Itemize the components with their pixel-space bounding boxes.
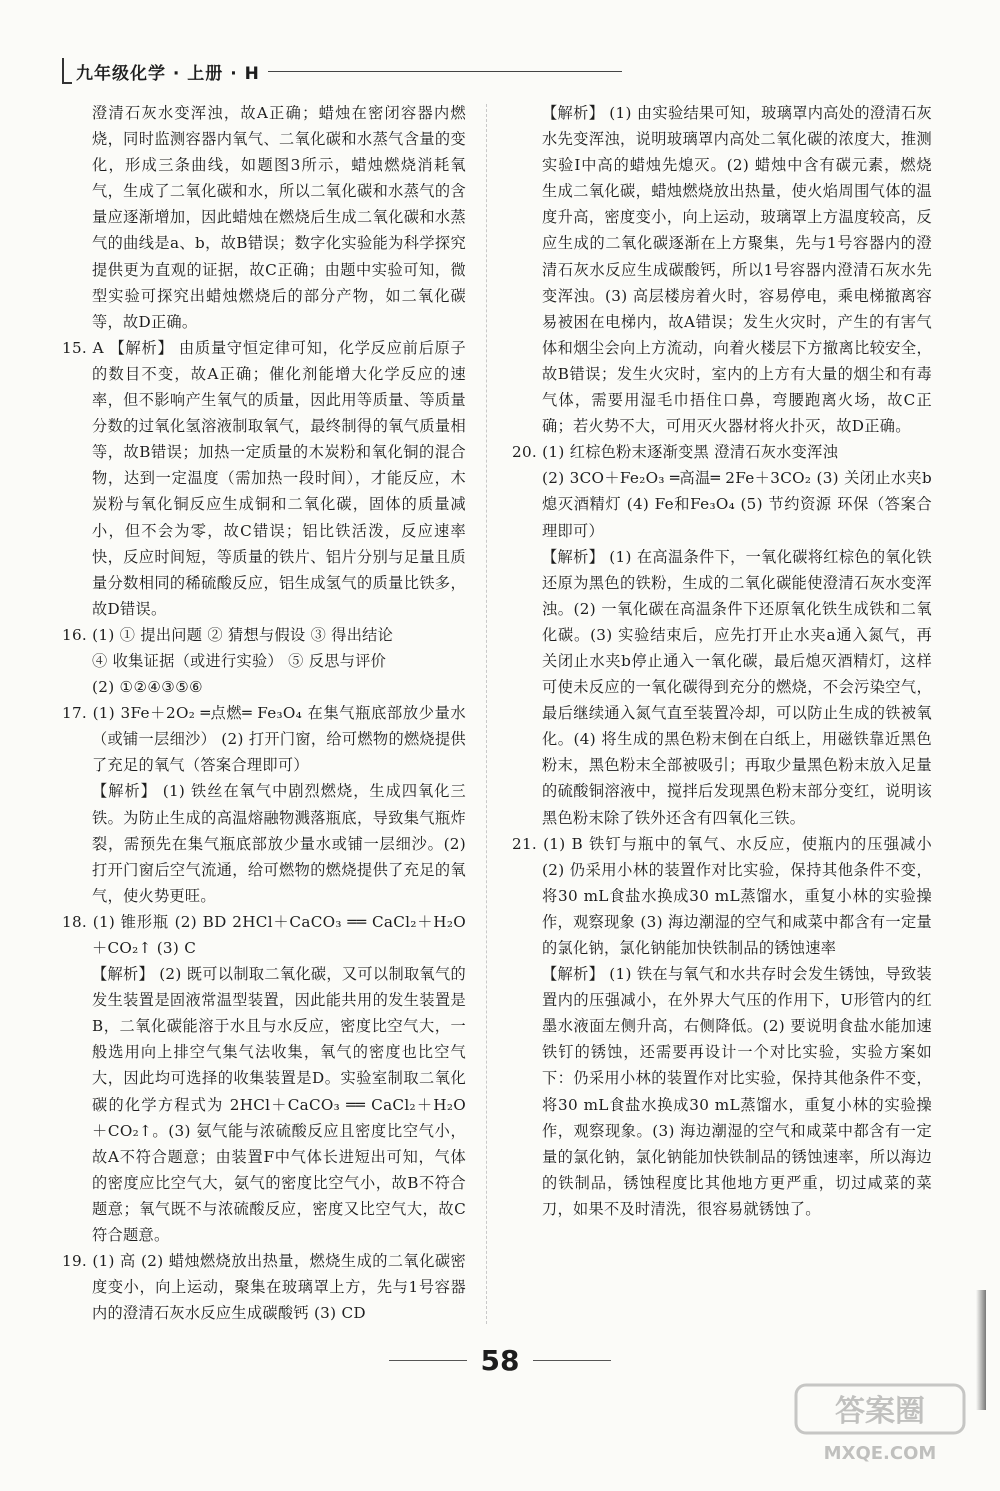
watermark-url: MXQE.COM xyxy=(823,1443,937,1464)
page-number-block xyxy=(380,1340,620,1380)
page-header xyxy=(62,56,622,86)
answer-21: 21. (1) B 铁钉与瓶中的氧气、水反应，使瓶内的压强减小 (2) 仍采用小林的装置作对比实验，保持其他条件不变，将30 mL食盐水换成30 mL蒸馏水，重复小林的实验操作，观察现象 (3) 海边潮湿的空气和咸菜中都含有一定量的氯化钠，氯化钠能加快铁制品的锈蚀速率 xyxy=(512,834,932,957)
answer-16-line1: 16. (1) ① 提出问题 ② 猜想与假设 ③ 得出结论 xyxy=(62,625,394,644)
analysis-19: 【解析】 (1) 由实验结果可知，玻璃罩内高处的澄清石灰水先变浑浊，说明玻璃罩内高处二氧化碳的浓度大，推测实验Ⅰ中高的蜡烛先熄灭。(2) 蜡烛中含有碳元素，燃烧生成二氧化碳，蜡烛燃烧放出热量，使火焰周围气体的温度升高，密度变小，向上运动，玻璃罩上方温度较高，反应生成的二氧化碳逐渐在上方聚集，先与1号容器内的澄清石灰水反应生成碳酸钙，所以1号容器内澄清石灰水先变浑浊。(3) 高层楼房着火时，容易停电，乘电梯撤离容易被困在电梯内，故A错误；发生火灾时，产生的有害气体和烟尘会向上方流动，向着火楼层下方撤离比较安全，故B错误；发生火灾时，室内的上方有大量的烟尘和有毒气体，需要用湿毛巾捂住口鼻，弯腰跑离火场，故C正确；若火势不大，可用灭火器材将火扑灭，故D正确。 xyxy=(542,104,932,436)
answer-19: 19. (1) 高 (2) 蜡烛燃烧放出热量，燃烧生成的二氧化碳密度变小，向上运动，聚集在玻璃罩上方，先与1号容器内的澄清石灰水反应生成碳酸钙 (3) CD xyxy=(62,1252,466,1323)
watermark-text: 答案圈 xyxy=(835,1394,925,1429)
answer-18: 18. (1) 锥形瓶 (2) BD 2HCl＋CaCO₃ ══ CaCl₂＋H₂O＋CO₂↑ (3) C xyxy=(62,912,466,957)
analysis-17: 【解析】 (1) 铁丝在氧气中剧烈燃烧，生成四氧化三铁。为防止生成的高温熔融物溅落瓶底，导致集气瓶炸裂，需预先在集气瓶底部放少量水或铺一层细沙。(2) 打开门窗后空气流通，给可燃物的燃烧提供了充足的氧气，使火势更旺。 xyxy=(92,782,466,905)
header-title: 九年级化学 · 上册 · H xyxy=(76,63,260,84)
analysis-20: 【解析】 (1) 在高温条件下，一氧化碳将红棕色的氧化铁还原为黑色的铁粉，生成的二氧化碳能使澄清石灰水变浑浊。(2) 一氧化碳在高温条件下还原氧化铁生成铁和二氧化碳。(3) 实验结束后，应先打开止水夹a通入氮气，再关闭止水夹b停止通入一氧化碳，最后熄灭酒精灯，这样可使未反应的一氧化碳得到充分的燃烧，不会污染空气，最后继续通入氮气直至装置冷却，可以防止生成的铁被氧化。(4) 将生成的黑色粉末倒在白纸上，用磁铁靠近黑色粉末，黑色粉末全部被吸引；再取少量黑色粉末放入足量的硫酸铜溶液中，搅拌后发现黑色粉末部分变红，说明该黑色粉末除了铁外还含有四氧化三铁。 xyxy=(542,547,932,827)
answer-17: 17. (1) 3Fe＋2O₂ ═点燃═ Fe₃O₄ 在集气瓶底部放少量水（或铺一层细沙） (2) 打开门窗，给可燃物的燃烧提供了充足的氧气（答案合理即可） xyxy=(62,704,466,775)
right-column xyxy=(512,100,932,1222)
page-number-rule-right xyxy=(533,1360,611,1361)
analysis-18: 【解析】 (2) 既可以制取二氧化碳，又可以制取氧气的发生装置是固液常温型装置，因此能共用的发生装置是B，二氧化碳能溶于水且与水反应，密度比空气大，一般选用向上排空气集气法收集，氧气的密度也比空气大，因此均可选择的收集装置是D。实验室制取二氧化碳的化学方程式为 2HCl＋CaCO₃ ══ CaCl₂＋H₂O＋CO₂↑。(3) 氨气能与浓硫酸反应且密度比空气小，故A不符合题意；由装置F中气体长进短出可知，气体的密度应比空气大，氨气的密度比空气小，故B不符合题意；氧气既不与浓硫酸反应，密度又比空气大，故C符合题意。 xyxy=(92,965,466,1245)
header-rule xyxy=(268,71,622,72)
analysis-21: 【解析】 (1) 铁在与氧气和水共存时会发生锈蚀，导致装置内的压强减小，在外界大气压的作用下，U形管内的红墨水液面左侧升高，右侧降低。(2) 要说明食盐水能加速铁钉的锈蚀，还需要再设计一个对比实验，实验方案如下：仍采用小林的装置作对比实验，保持其他条件不变，将30 mL食盐水换成30 mL蒸馏水，重复小林的实验操作，观察现象。(3) 海边潮湿的空气和咸菜中都含有一定量的氯化钠，氯化钠能加快铁制品的锈蚀速率，所以海边的铁制品，锈蚀程度比其他地方更严重，切过咸菜的菜刀，如果不及时清洗，很容易就锈蚀了。 xyxy=(542,965,932,1218)
page-number: 58 xyxy=(480,1343,520,1377)
page-edge-shadow xyxy=(976,1290,986,1410)
column-divider xyxy=(486,104,487,1324)
header-bracket xyxy=(62,58,72,84)
answer-16-line2: ④ 收集证据（或进行实验） ⑤ 反思与评价 xyxy=(92,651,387,670)
answer-20-line2: (2) 3CO＋Fe₂O₃ ═高温═ 2Fe＋3CO₂ (3) 关闭止水夹b 熄灭酒精灯 (4) Fe和Fe₃O₄ (5) 节约资源 环保（答案合理即可） xyxy=(542,469,932,540)
left-column xyxy=(62,100,466,1326)
answer-15: 15. A 【解析】 由质量守恒定律可知，化学反应前后原子的数目不变，故A正确；催化剂能增大化学反应的速率，但不影响产生氧气的质量，因此用等质量、等质量分数的过氧化氢溶液制取氧气，最终制得的氧气质量相等，故B错误；加热一定质量的木炭粉和氧化铜的混合物，达到一定温度（需加热一段时间），才能反应，木炭粉与氧化铜反应生成铜和二氧化碳，固体的质量减小，但不会为零，故C错误；铝比铁活泼，反应速率快，反应时间短，等质量的铁片、铝片分别与足量且质量分数相同的稀硫酸反应，铝生成氢气的质量比铁多，故D错误。 xyxy=(62,338,466,618)
answer-16-line3: (2) ①②④③⑤⑥ xyxy=(92,678,204,697)
q14-continued: 澄清石灰水变浑浊，故A正确；蜡烛在密闭容器内燃烧，同时监测容器内氧气、二氧化碳和水蒸气含量的变化，形成三条曲线，如题图3所示，蜡烛燃烧消耗氧气，生成了二氧化碳和水，所以二氧化碳和水蒸气的含量应逐渐增加，因此蜡烛在燃烧后生成二氧化碳和水蒸气的曲线是a、b，故B错误；数字化实验能为科学探究提供更为直观的证据，故C正确；由题中实验可知，微型实验可探究出蜡烛燃烧后的部分产物，如二氧化碳等，故D正确。 xyxy=(92,104,466,331)
watermark-logo xyxy=(790,1379,970,1469)
page-number-rule-left xyxy=(389,1360,467,1361)
answer-20-line1: 20. (1) 红棕色粉末逐渐变黑 澄清石灰水变浑浊 xyxy=(512,443,839,462)
